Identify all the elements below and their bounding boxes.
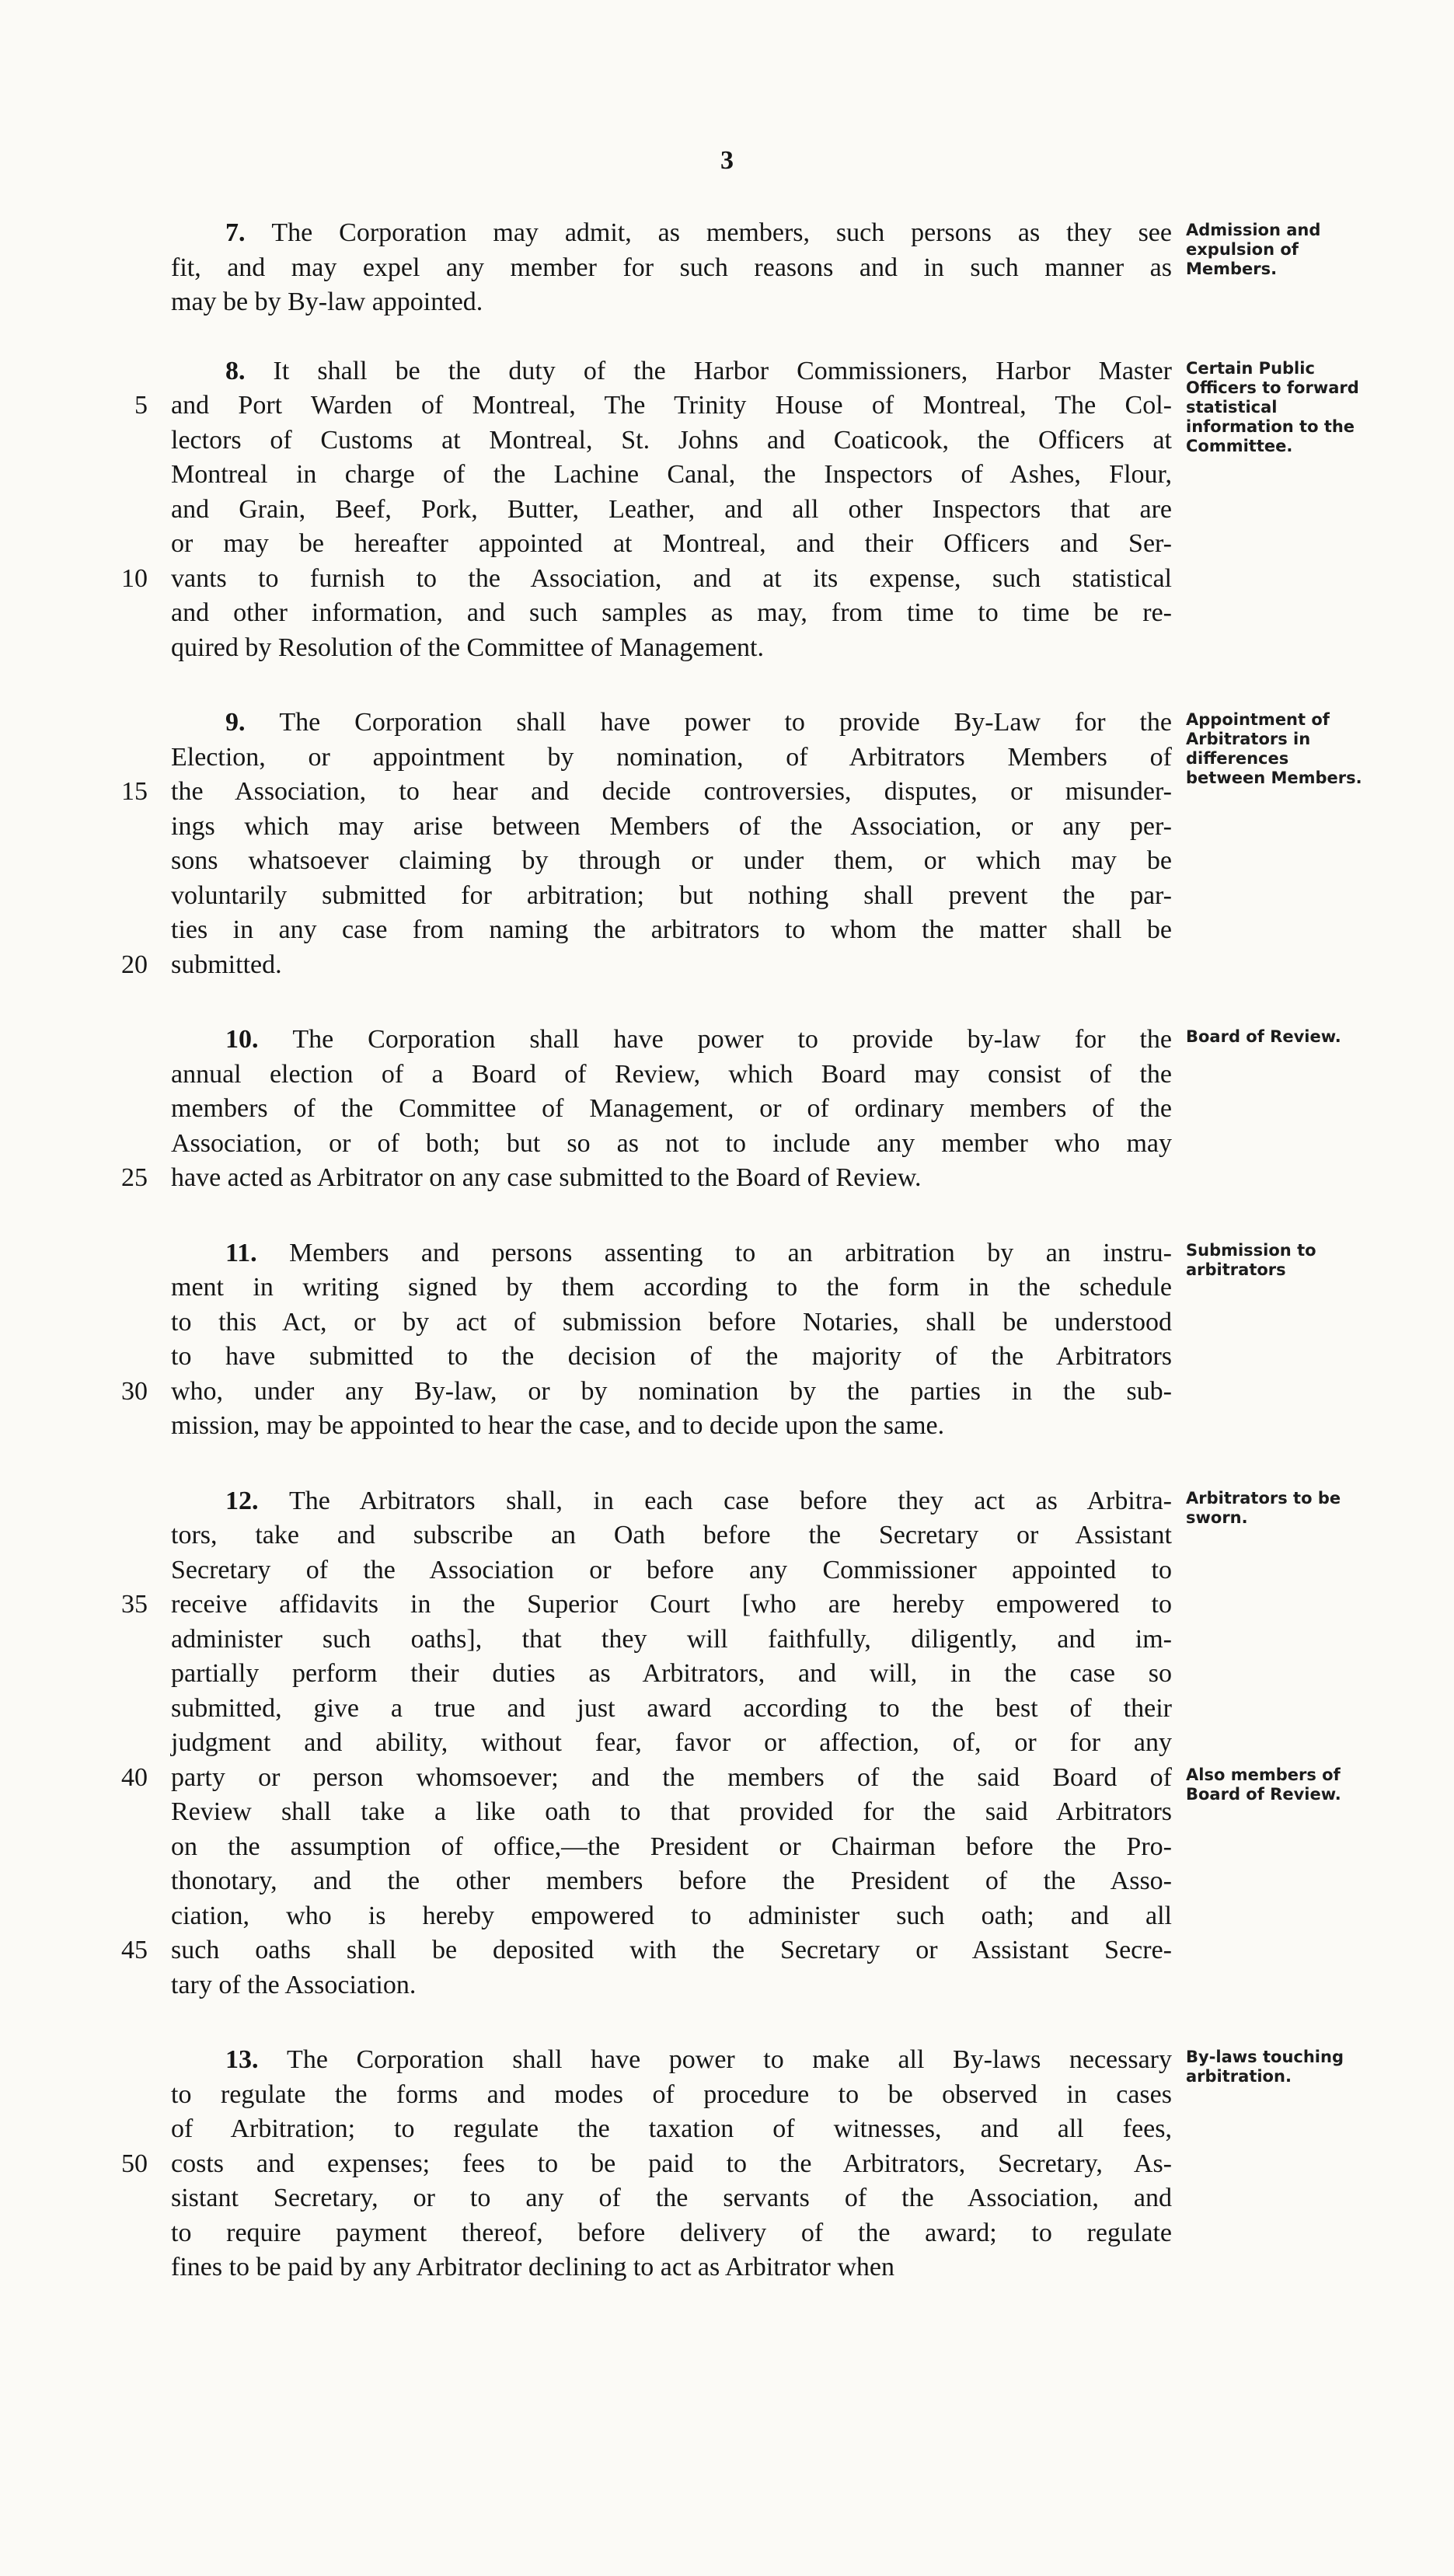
text-line: judgment and ability, without fear, favor or affection, of, or for any <box>171 1728 1172 1757</box>
section-paragraph <box>171 1484 1172 2003</box>
line-text: Members and persons assenting to an arbitration by an instru- <box>289 1238 1172 1267</box>
section-9 <box>121 706 1362 982</box>
text-line <box>171 354 1172 389</box>
section-number: 8. <box>225 356 274 385</box>
text-line <box>171 216 1172 251</box>
line-text: The Corporation shall have power to make all By-laws necessary <box>287 2045 1172 2074</box>
line-number: 15 <box>121 777 148 806</box>
text-line <box>171 1484 1172 1519</box>
section-11 <box>121 1236 1316 1444</box>
section-paragraph <box>171 1236 1172 1444</box>
text-line: annual election of a Board of Review, which Board may consist of the <box>171 1059 1172 1089</box>
section-paragraph <box>171 706 1172 982</box>
text-line: tors, take and subscribe an Oath before the Secretary or Assistant <box>171 1521 1172 1549</box>
section-8 <box>121 354 1359 666</box>
text-line: to have submitted to the decision of the majority of the Arbitrators <box>171 1342 1172 1371</box>
text-line <box>171 1023 1172 1058</box>
margin-note: Appointment of Arbitrators in differences between Members. <box>1186 710 1362 787</box>
margin-note: Certain Public Officers to forward statistical information to the Committee. <box>1186 358 1359 455</box>
margin-note: Arbitrators to be sworn. <box>1186 1488 1341 1527</box>
text-line: quired by Resolution of the Committee of Management. <box>171 633 764 662</box>
text-line: voluntarily submitted for arbitration; but nothing shall prevent the par- <box>171 880 1172 910</box>
section-paragraph <box>171 1023 1172 1196</box>
section-number: 7. <box>225 218 272 247</box>
text-column <box>121 216 1362 2326</box>
margin-note: Also members of Board of Review. <box>1186 1765 1341 1804</box>
text-line <box>171 2043 1172 2078</box>
section-number: 12. <box>225 1486 289 1515</box>
line-number: 25 <box>121 1163 148 1192</box>
line-number: 40 <box>121 1762 148 1792</box>
section-paragraph <box>171 216 1172 320</box>
text-line: tary of the Association. <box>171 1970 417 1999</box>
text-line: the Association, to hear and decide controversies, disputes, or misunder- <box>171 777 1172 806</box>
line-number: 50 <box>121 2149 148 2178</box>
section-paragraph <box>171 354 1172 666</box>
section-13 <box>121 2043 1344 2285</box>
section-7 <box>171 216 1321 320</box>
text-line: sons whatsoever claiming by through or under them, or which may be <box>171 846 1172 875</box>
text-line: ment in writing signed by them according to the form in the schedule <box>171 1273 1172 1302</box>
text-line: of Arbitration; to regulate the taxation of witnesses, and all fees, <box>171 2114 1172 2143</box>
line-number: 10 <box>121 563 148 593</box>
text-line: receive affidavits in the Superior Court [who are hereby empowered to <box>171 1590 1172 1619</box>
line-number: 5 <box>134 391 148 420</box>
text-line: Secretary of the Association or before any Commissioner appointed to <box>171 1555 1172 1584</box>
text-line: thonotary, and the other members before the President of the Asso- <box>171 1867 1172 1895</box>
line-text: The Corporation may admit, as members, such persons as they see <box>271 218 1172 247</box>
margin-note: By-laws touching arbitration. <box>1186 2048 1344 2086</box>
section-number: 11. <box>225 1238 290 1267</box>
line-text: The Corporation shall have power to provide by-law for the <box>292 1025 1172 1054</box>
text-line: ties in any case from naming the arbitrators to whom the matter shall be <box>171 915 1172 944</box>
text-line: mission, may be appointed to hear the case, and to decide upon the same. <box>171 1411 945 1440</box>
text-line: who, under any By-law, or by nomination by the parties in the sub- <box>171 1376 1172 1406</box>
section-10 <box>121 1023 1341 1196</box>
text-line: ciation, who is hereby empowered to administer such oath; and all <box>171 1901 1172 1930</box>
text-line: may be by By-law appointed. <box>171 288 483 316</box>
text-line: to this Act, or by act of submission before Notaries, shall be understood <box>171 1307 1172 1337</box>
text-line: and other information, and such samples as may, from time to time be re- <box>171 598 1172 627</box>
line-number: 20 <box>121 950 148 979</box>
section-number: 10. <box>225 1025 293 1054</box>
text-line: fit, and may expel any member for such reasons and in such manner as <box>171 253 1172 282</box>
text-line: vants to furnish to the Association, and at its expense, such statistical <box>171 563 1172 593</box>
text-line: have acted as Arbitrator on any case submitted to the Board of Review. <box>171 1163 922 1192</box>
text-line: Review shall take a like oath to that provided for the said Arbitrators <box>171 1797 1172 1826</box>
text-line: submitted. <box>171 950 282 979</box>
text-line: to regulate the forms and modes of procedure to be observed in cases <box>171 2079 1172 2109</box>
text-line: costs and expenses; fees to be paid to the Arbitrators, Secretary, As- <box>171 2149 1172 2178</box>
line-text: The Corporation shall have power to provide By-Law for the <box>279 708 1172 737</box>
text-line: fines to be paid by any Arbitrator declining to act as Arbitrator when <box>171 2253 894 2281</box>
section-paragraph <box>171 2043 1172 2285</box>
section-number: 9. <box>225 708 280 737</box>
text-line: or may be hereafter appointed at Montreal, and their Officers and Ser- <box>171 529 1172 558</box>
margin-note: Board of Review. <box>1186 1027 1341 1046</box>
text-line: Election, or appointment by nomination, of Arbitrators Members of <box>171 742 1172 772</box>
text-line: on the assumption of office,—the President or Chairman before the Pro- <box>171 1832 1172 1861</box>
text-line: submitted, give a true and just award according to the best of their <box>171 1693 1172 1723</box>
page-number: 3 <box>720 146 734 175</box>
text-line: sistant Secretary, or to any of the servants of the Association, and <box>171 2184 1172 2212</box>
text-line: ings which may arise between Members of the Association, or any per- <box>171 811 1172 841</box>
text-line: lectors of Customs at Montreal, St. Johns and Coaticook, the Officers at <box>171 425 1172 455</box>
text-line: members of the Committee of Management, or of ordinary members of the <box>171 1094 1172 1123</box>
line-number: 30 <box>121 1376 148 1406</box>
line-number: 35 <box>121 1590 148 1619</box>
line-number: 45 <box>121 1936 148 1964</box>
text-line: Montreal in charge of the Lachine Canal, the Inspectors of Ashes, Flour, <box>171 460 1172 489</box>
line-text: It shall be the duty of the Harbor Commissioners, Harbor Master <box>273 356 1172 385</box>
text-line <box>171 706 1172 741</box>
text-line: Association, or of both; but so as not to include any member who may <box>171 1128 1172 1158</box>
margin-note: Admission and expulsion of Members. <box>1186 221 1321 278</box>
text-line: and Grain, Beef, Pork, Butter, Leather, and all other Inspectors that are <box>171 494 1172 524</box>
section-number: 13. <box>225 2045 288 2074</box>
section-12 <box>121 1484 1341 2003</box>
text-line: administer such oaths], that they will faithfully, diligently, and im- <box>171 1624 1172 1654</box>
text-line: partially perform their duties as Arbitrators, and will, in the case so <box>171 1659 1172 1688</box>
margin-note: Submission to arbitrators <box>1186 1240 1316 1279</box>
text-line: such oaths shall be deposited with the Secretary or Assistant Secre- <box>171 1936 1172 1964</box>
text-line <box>171 1236 1172 1271</box>
text-line: and Port Warden of Montreal, The Trinity House of Montreal, The Col- <box>171 391 1172 420</box>
line-text: The Arbitrators shall, in each case before they act as Arbitra- <box>289 1486 1173 1515</box>
text-line: party or person whomsoever; and the members of the said Board of <box>171 1762 1172 1792</box>
text-line: to require payment thereof, before delivery of the award; to regulate <box>171 2218 1172 2247</box>
